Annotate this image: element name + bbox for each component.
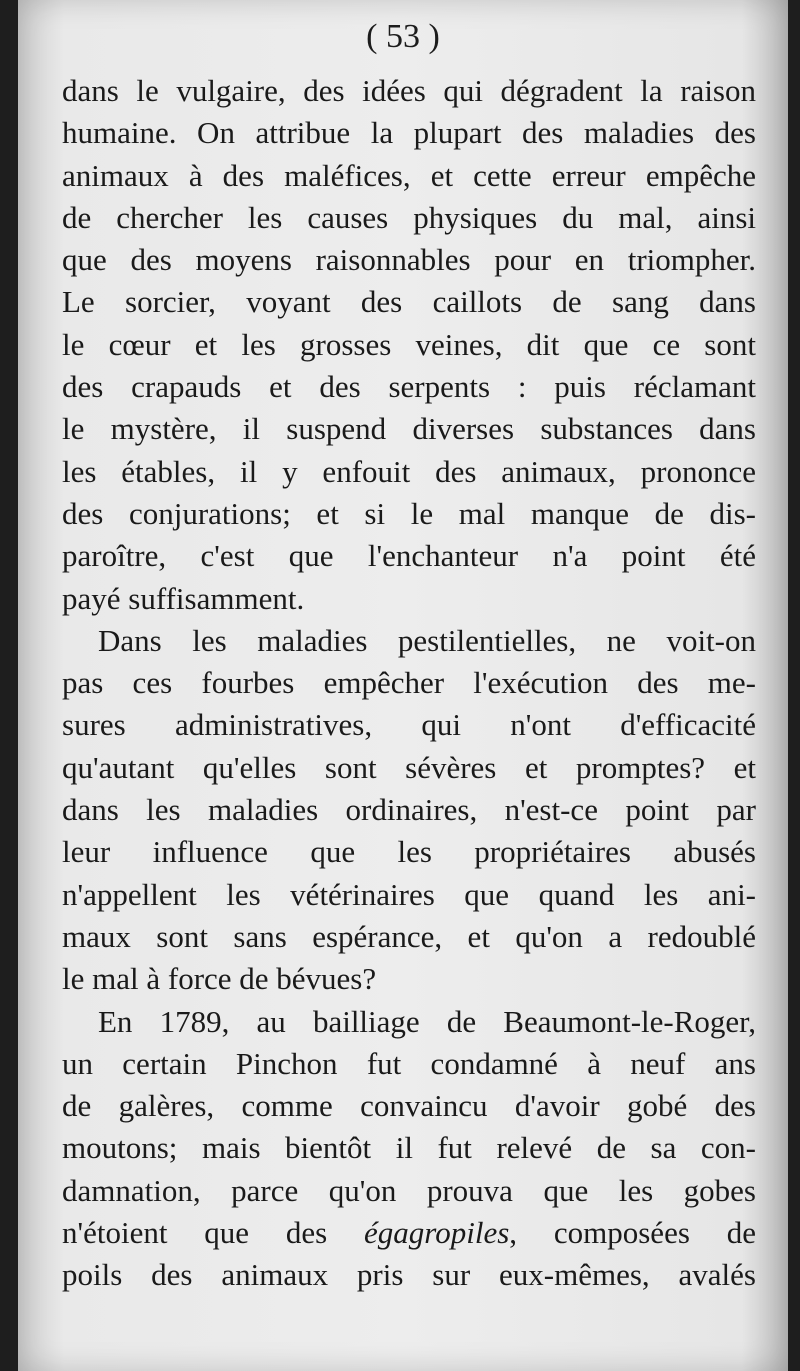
text-line: de chercher les causes physiques du mal, ainsi (62, 199, 756, 235)
page-number: ( 53 ) (366, 18, 440, 55)
text-line: animaux à des maléfices, et cette erreur empêche (62, 157, 756, 193)
text-line: damnation, parce qu'on prouva que les gobes (62, 1172, 756, 1208)
text-line: payé suffisamment. (62, 580, 305, 616)
text-line: le cœur et les grosses veines, dit que ce sont (62, 326, 756, 362)
text-line: paroître, c'est que l'enchanteur n'a point été (62, 538, 756, 574)
text-line: que des moyens raisonnables pour en triompher. (62, 242, 756, 278)
text-line: poils des animaux pris sur eux-mêmes, avalés (62, 1257, 756, 1293)
text-line: leur influence que les propriétaires abusés (62, 834, 756, 870)
text-line: n'appellent les vétérinaires que quand les ani- (62, 876, 756, 912)
text-line: de galères, comme convaincu d'avoir gobé des (62, 1088, 756, 1124)
text-line: des conjurations; et si le mal manque de dis- (62, 495, 756, 531)
text-line: des crapauds et des serpents : puis réclamant (62, 369, 756, 405)
text-line: humaine. On attribue la plupart des maladies des (62, 115, 756, 151)
text-line: dans le vulgaire, des idées qui dégradent la raison (62, 73, 756, 108)
text-line: qu'autant qu'elles sont sévères et promptes? et (62, 749, 756, 785)
text-line: le mal à force de bévues? (62, 961, 377, 997)
text-line: En 1789, au bailliage de Beaumont-le-Roger, (98, 1003, 756, 1039)
text-line: pas ces fourbes empêcher l'exécution des me- (62, 665, 756, 701)
text-line: maux sont sans espérance, et qu'on a redoublé (62, 918, 756, 954)
text-line: les étables, il y enfouit des animaux, prononce (62, 453, 756, 489)
body-text (62, 70, 756, 1297)
text-line: sures administratives, qui n'ont d'efficacité (62, 707, 756, 743)
text-line: Le sorcier, voyant des caillots de sang dans (62, 284, 756, 320)
text-line: un certain Pinchon fut condamné à neuf ans (62, 1045, 756, 1081)
text-line: moutons; mais bientôt il fut relevé de sa con- (62, 1130, 756, 1166)
book-page (18, 0, 788, 1371)
text-line-egagropiles (62, 1212, 756, 1254)
text-line: le mystère, il suspend diverses substances dans (62, 411, 756, 447)
text-line: dans les maladies ordinaires, n'est-ce point par (62, 792, 756, 828)
text-fragment: n'étoient que des (62, 1215, 365, 1251)
text-fragment: , composées de (509, 1215, 756, 1251)
text-line: Dans les maladies pestilentielles, ne voit-on (98, 622, 756, 658)
italic-term: égagropiles (364, 1215, 510, 1251)
